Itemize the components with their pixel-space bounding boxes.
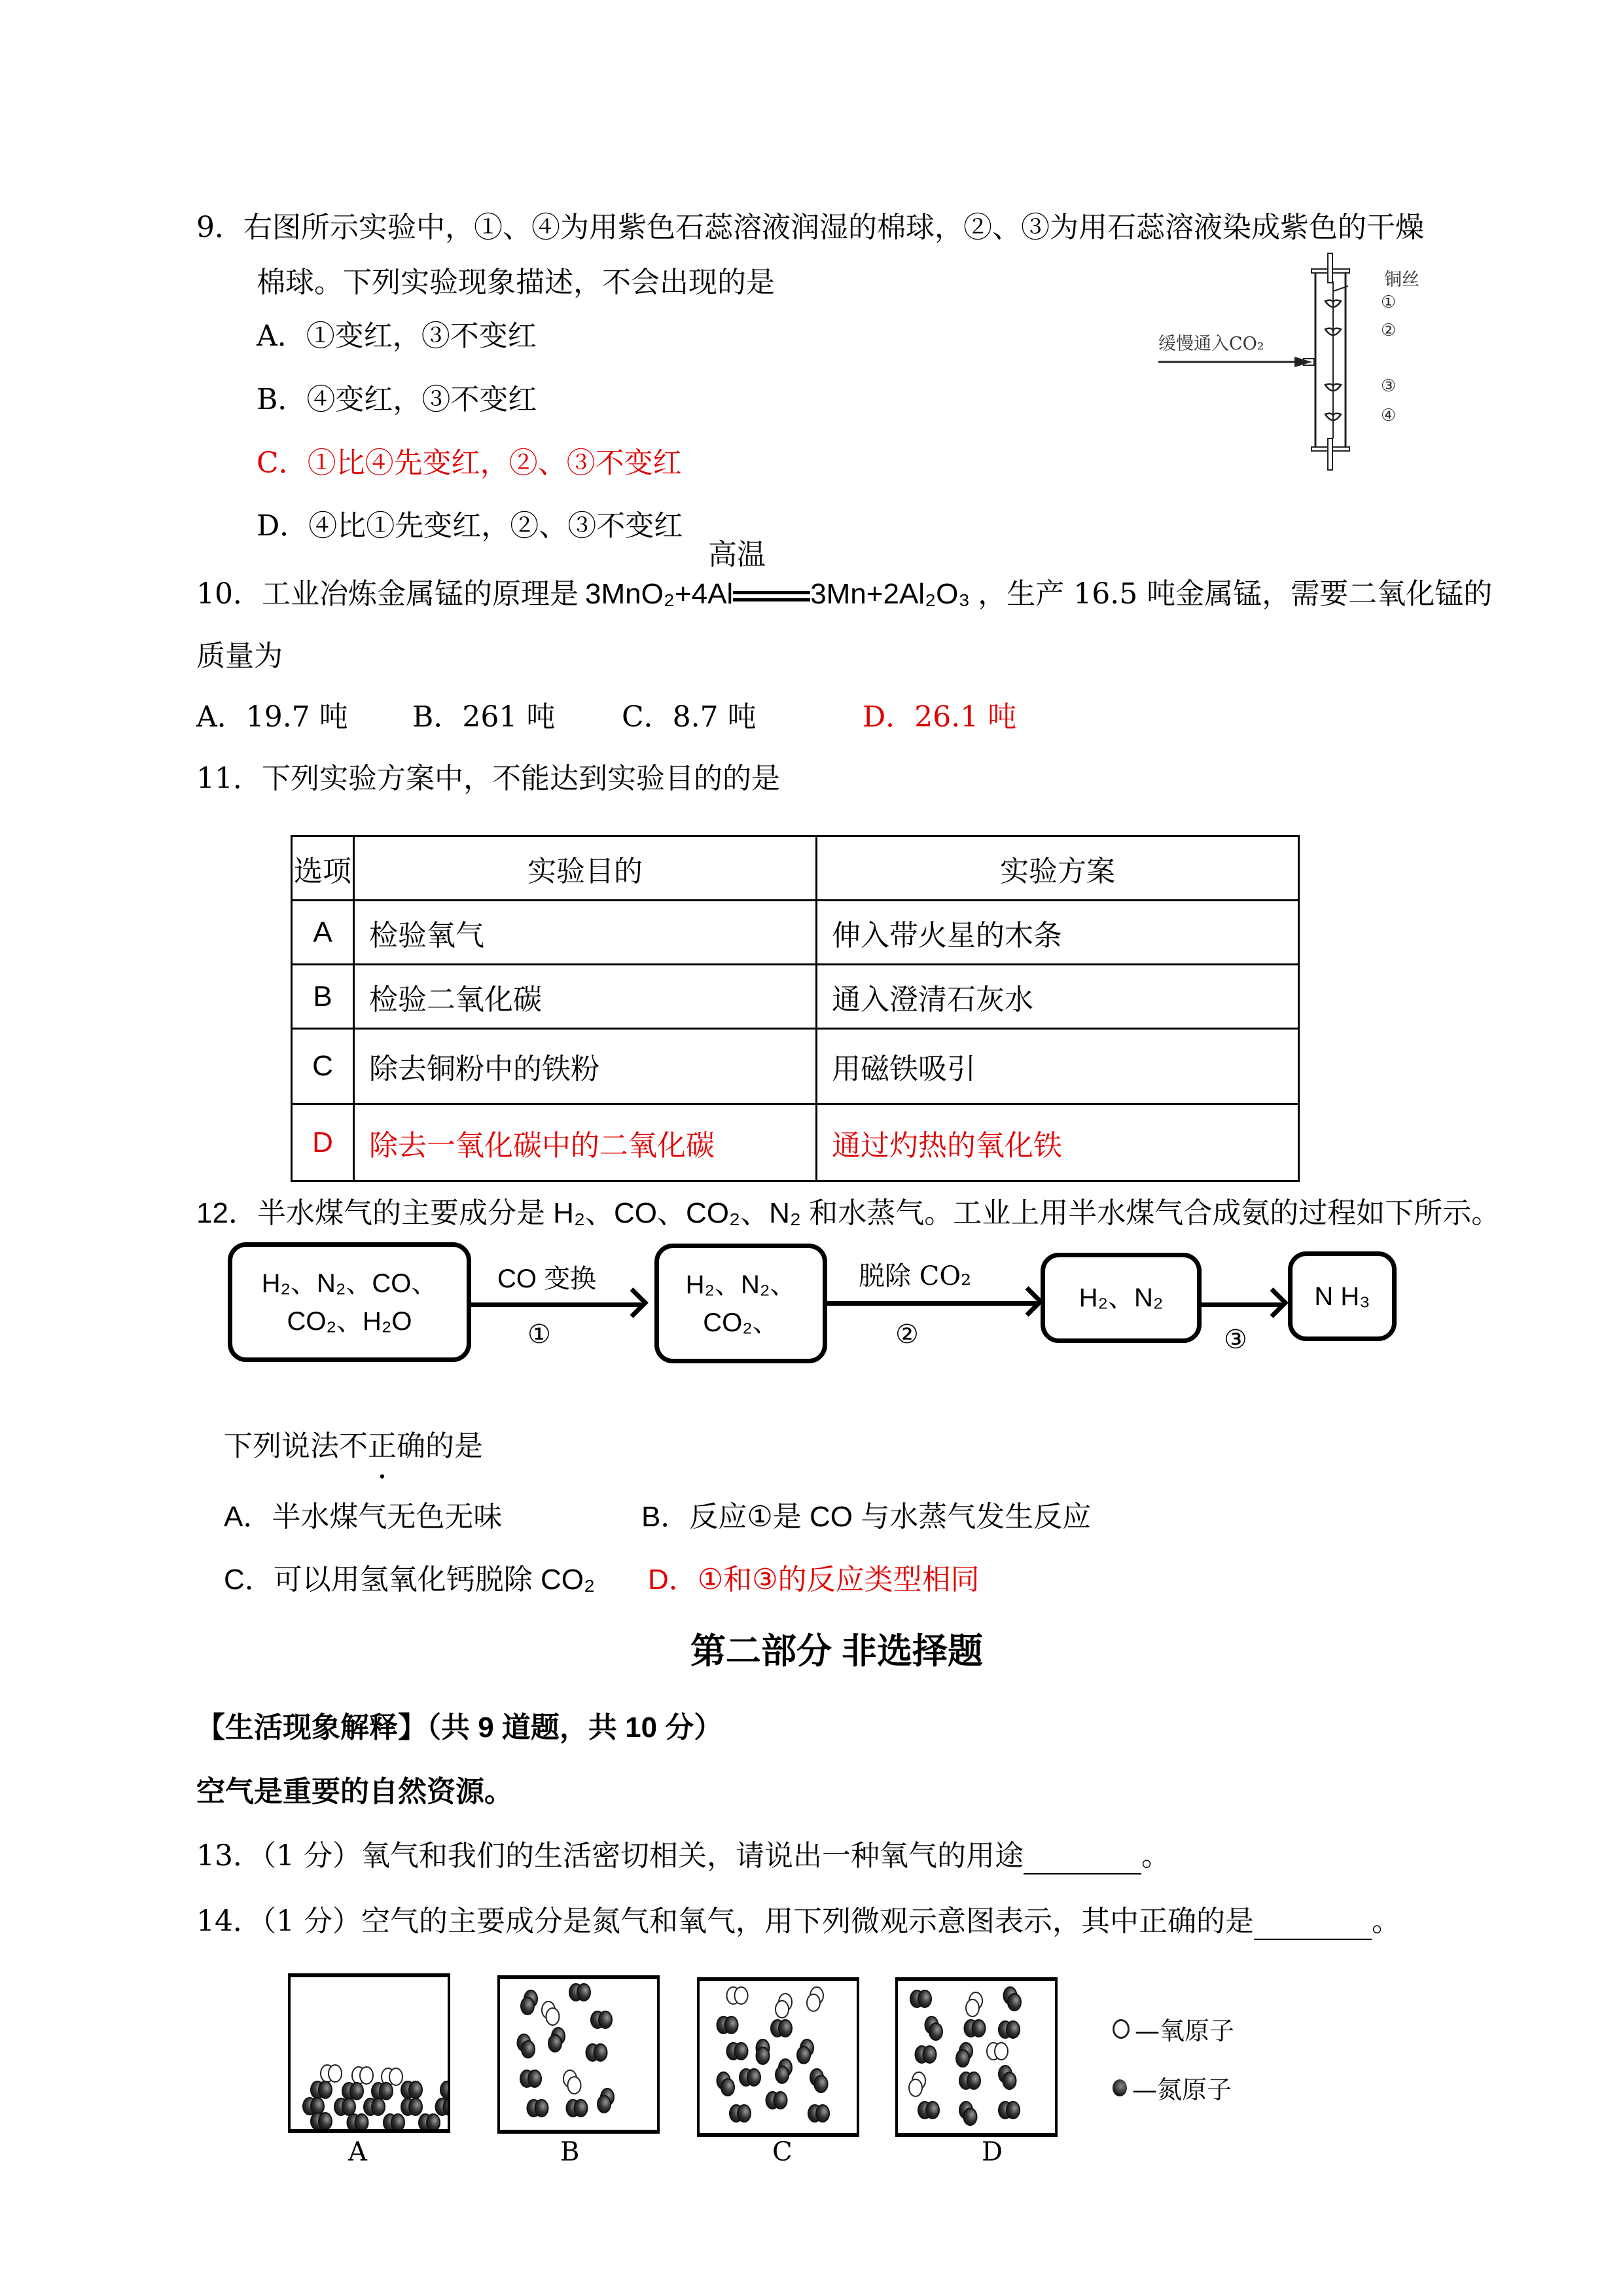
step3-number: ③ [1224, 1325, 1247, 1355]
nitrogen-molecule [440, 2081, 448, 2098]
section-intro: 空气是重要的自然资源。 [196, 1776, 513, 1808]
nitrogen-atom [963, 2108, 976, 2125]
nitrogen-molecule [586, 2044, 607, 2061]
nitrogen-atom [427, 2114, 440, 2129]
nitrogen-molecule [348, 2114, 368, 2129]
q12-option-d-answer[interactable]: D．①和③的反应类型相同 [648, 1564, 980, 1596]
nitrogen-molecule [797, 2039, 813, 2064]
q13: 13．（1 分）氧气和我们的生活密切相关，请说出一种氧气的用途 。 [196, 1838, 1170, 1874]
oxygen-molecule [909, 2072, 925, 2096]
equation-condition: 高温 [708, 538, 766, 571]
panel-d-molecules [898, 1981, 1055, 2133]
header-plan: 实验方案 [817, 836, 1299, 901]
oxygen-molecule [807, 1987, 823, 2011]
nitrogen-atom [342, 2098, 355, 2115]
nitrogen-atom [599, 2011, 612, 2028]
q9-number: 9． [196, 211, 243, 244]
table-header-row [292, 836, 1299, 901]
nitrogen-atom [548, 2035, 562, 2052]
oxygen-molecule [776, 1994, 792, 2018]
nitrogen-molecule [999, 2021, 1020, 2038]
nitrogen-molecule [959, 2072, 980, 2089]
q10-option-b[interactable]: B．261 吨 [412, 700, 556, 734]
nitrogen-molecule [401, 2081, 422, 2098]
nitrogen-molecule [591, 2011, 612, 2028]
table-row-answer[interactable]: D 除去一氧化碳中的二氧化碳 通过灼热的氧化铁 [292, 1104, 1299, 1181]
nitrogen-atom [816, 2105, 829, 2122]
nitrogen-molecule [569, 1984, 590, 2001]
nitrogen-molecule [916, 2046, 936, 2063]
oxygen-atom [776, 2001, 789, 2018]
nitrogen-molecule [419, 2114, 440, 2129]
q10-option-a[interactable]: A．19.7 吨 [196, 700, 348, 734]
q12-option-c[interactable]: C．可以用氢氧化钙脱除 CO₂ [224, 1564, 596, 1596]
panel-b-molecules [500, 1979, 657, 2130]
nitrogen-molecule [956, 2043, 972, 2067]
panel-label-c: C [772, 2137, 793, 2167]
q10-stem-line1: 10．工业冶炼金属锰的原理是 3MnO₂+4Al 3Mn+2Al₂O₃ ，生产 16.5 吨金属锰，需要二氧化锰的 [196, 577, 1493, 611]
nitrogen-atom [776, 2066, 789, 2083]
step2-number: ② [895, 1319, 919, 1350]
nitrogen-molecule [364, 2098, 385, 2115]
q12-option-a[interactable]: A．半水煤气无色无味 [224, 1501, 503, 1533]
q10-option-d-answer[interactable]: D．26.1 吨 [863, 700, 1017, 734]
step1-label: CO 变换 [497, 1265, 597, 1293]
panel-a[interactable] [288, 1973, 450, 2133]
oxygen-atom [567, 2077, 580, 2094]
flow-box-1: H₂、N₂、CO、 CO₂、H₂O [228, 1242, 471, 1362]
panel-a-molecules [291, 1977, 448, 2129]
nitrogen-atom [577, 1984, 590, 2001]
nitrogen-molecule [730, 2105, 751, 2122]
nitrogen-molecule [401, 2098, 422, 2115]
nitrogen-molecule [766, 2092, 787, 2109]
nitrogen-atom [725, 2017, 738, 2034]
nitrogen-molecule [548, 2028, 565, 2052]
oxygen-molecule [563, 2070, 580, 2094]
nitrogen-molecule [597, 2089, 614, 2113]
bottom-rod [1328, 439, 1332, 470]
oxygen-atom [807, 1994, 820, 2011]
nitrogen-atom [1008, 1994, 1021, 2011]
oxygen-molecule [987, 2043, 1008, 2060]
nitrogen-atom [972, 2020, 986, 2037]
nitrogen-molecule [740, 2069, 760, 2086]
panel-label-b: B [560, 2137, 580, 2167]
nitrogen-molecule [757, 2039, 770, 2064]
tube [1315, 272, 1346, 448]
nitrogen-atom [319, 2113, 332, 2129]
oxygen-molecule [542, 2001, 559, 2025]
nitrogen-atom [350, 2083, 363, 2100]
nitrogen-molecule [303, 2098, 324, 2115]
nitrogen-molecule [311, 2081, 332, 2098]
nitrogen-atom [929, 2023, 942, 2040]
equation-right: 3Mn+2Al₂O₃ [810, 578, 971, 610]
nitrogen-molecule [999, 2102, 1020, 2119]
nitrogen-atom [747, 2069, 760, 2086]
oxygen-atom [329, 2065, 342, 2082]
oxygen-atom-icon [1113, 2019, 1130, 2039]
nitrogen-atom [774, 2092, 787, 2109]
nitrogen-atom [918, 1990, 931, 2007]
q13-answer-blank[interactable] [1024, 1847, 1141, 1874]
nitrogen-atom [319, 2081, 332, 2098]
nitrogen-atom [528, 2070, 541, 2087]
header-option: 选项 [292, 836, 354, 901]
legend-nitrogen: —氮原子 [1113, 2070, 1232, 2106]
nitrogen-atom [797, 2047, 810, 2064]
oxygen-atom [909, 2079, 922, 2096]
oxygen-atom [389, 2068, 402, 2085]
nitrogen-molecule [925, 2017, 942, 2040]
q12-sub-stem: 下列说法不正确的是 [224, 1429, 483, 1463]
nitrogen-atom [923, 2046, 936, 2063]
nitrogen-molecule [810, 2069, 827, 2092]
panel-label-d: D [982, 2137, 1003, 2167]
nitrogen-molecule [520, 2070, 541, 2087]
nitrogen-atom [956, 2050, 969, 2067]
top-rod [1328, 253, 1332, 283]
oxygen-molecule [321, 2065, 342, 2082]
ball-label-4: ④ [1381, 406, 1397, 425]
q12-option-b[interactable]: B．反应①是 CO 与水蒸气发生反应 [641, 1501, 1092, 1533]
nitrogen-atom [757, 2047, 770, 2064]
nitrogen-molecule [1004, 1987, 1021, 2011]
ball-label-2: ② [1381, 321, 1397, 340]
nitrogen-molecule [776, 2059, 792, 2083]
nitrogen-atom [735, 2043, 748, 2060]
nitrogen-atom [814, 2075, 827, 2092]
oxygen-atom [735, 1987, 748, 2004]
wire-label: 铜丝 [1384, 270, 1419, 290]
nitrogen-molecule [910, 1990, 931, 2007]
step1-arrow [471, 1302, 641, 1307]
q9-stem-line1: 9．右图所示实验中，①、④为用紫色石蕊溶液润湿的棉球，②、③为用石蕊溶液染成紫色的干燥 [196, 211, 1424, 244]
flow-box-4: N H₃ [1288, 1251, 1397, 1341]
q12-stem: 12．半水煤气的主要成分是 H₂、CO、CO₂、N₂ 和水蒸气。工业上用半水煤气合成氨的过程如下所示。 [196, 1197, 1501, 1229]
emphasis-dotted: 不正确 [339, 1429, 425, 1463]
nitrogen-atom-icon [1113, 2079, 1127, 2096]
nitrogen-molecule [717, 2017, 738, 2034]
nitrogen-molecule [808, 2105, 829, 2122]
panel-c-molecules [700, 1981, 857, 2133]
oxygen-molecule [966, 1992, 982, 2017]
nitrogen-molecule [518, 2034, 535, 2058]
nitrogen-atom [391, 2114, 404, 2129]
nitrogen-atom [535, 2100, 548, 2117]
nitrogen-molecule [372, 2083, 393, 2100]
nitrogen-atom [575, 2100, 588, 2117]
oxygen-molecule [727, 1987, 748, 2004]
oxygen-molecule [352, 2067, 373, 2084]
step3-arrow [1202, 1302, 1281, 1307]
step2-arrow [827, 1301, 1037, 1306]
nitrogen-molecule [521, 1990, 537, 2015]
q10-option-c[interactable]: C．8.7 吨 [622, 700, 757, 734]
q9-option-b[interactable]: B．④变红，③不变红 [257, 383, 537, 416]
oxygen-atom [966, 2000, 979, 2017]
nitrogen-molecule [959, 2102, 976, 2125]
oxygen-atom [546, 2008, 559, 2025]
nitrogen-molecule [771, 2020, 792, 2037]
panel-d[interactable] [895, 1977, 1058, 2137]
nitrogen-atom [967, 2072, 980, 2089]
nitrogen-atom [521, 1998, 534, 2015]
nitrogen-molecule [436, 2098, 448, 2115]
q9-stem-line2: 棉球。下列实验现象描述，不会出现的是 [257, 266, 775, 299]
q11-table [291, 835, 1300, 1182]
flow-box-3: H₂、N₂ [1041, 1253, 1202, 1343]
table-row[interactable]: A 检验氧气 伸入带火星的木条 [292, 901, 1299, 965]
part2-title: 第二部分 非选择题 [690, 1632, 984, 1671]
nitrogen-molecule [965, 2020, 986, 2037]
oxygen-atom [995, 2043, 1008, 2060]
nitrogen-atom [594, 2044, 607, 2061]
nitrogen-molecule [717, 2072, 734, 2096]
nitrogen-atom [440, 2081, 448, 2098]
oxygen-atom [360, 2067, 373, 2084]
section-heading: 【生活现象解释】（共 9 道题，共 10 分） [196, 1712, 723, 1744]
nitrogen-atom [1007, 2021, 1020, 2038]
inlet-label: 缓慢通入CO₂ [1158, 334, 1264, 354]
nitrogen-atom [409, 2081, 422, 2098]
q9-option-d[interactable]: D．④比①先变红，②、③不变红 [257, 509, 683, 543]
step2-label: 脱除 CO₂ [859, 1261, 972, 1291]
table-row[interactable]: C 除去铜粉中的铁粉 用磁铁吸引 [292, 1029, 1299, 1104]
panel-c[interactable] [697, 1977, 859, 2137]
nitrogen-atom [1003, 2072, 1016, 2089]
nitrogen-atom [380, 2083, 393, 2100]
equation-equals-sign [733, 591, 810, 601]
nitrogen-molecule [727, 2043, 748, 2060]
nitrogen-molecule [342, 2083, 363, 2100]
nitrogen-molecule [334, 2098, 355, 2115]
ball-label-1: ① [1381, 293, 1397, 312]
table-row[interactable]: B 检验二氧化碳 通入澄清石灰水 [292, 965, 1299, 1029]
header-purpose: 实验目的 [354, 836, 817, 901]
panel-b[interactable] [497, 1975, 660, 2134]
nitrogen-atom [721, 2079, 734, 2096]
q10-stem-line2: 质量为 [196, 639, 283, 673]
nitrogen-atom [779, 2020, 792, 2037]
q14-answer-blank[interactable] [1254, 1912, 1372, 1940]
q9-option-c-answer[interactable]: C．①比④先变红，②、③不变红 [257, 446, 682, 480]
q11-stem: 11．下列实验方案中，不能达到实验目的的是 [196, 762, 780, 795]
nitrogen-molecule [918, 2102, 939, 2119]
nitrogen-molecule [999, 2066, 1016, 2089]
nitrogen-molecule [567, 2100, 588, 2117]
flow-box-2: H₂、N₂、 CO₂、 [654, 1244, 827, 1363]
q14: 14．（1 分）空气的主要成分是氮气和氧气，用下列微观示意图表示，其中正确的是 。 [196, 1903, 1400, 1940]
legend-oxygen: —氧原子 [1113, 2011, 1234, 2047]
q9-apparatus-figure [1152, 252, 1453, 475]
nitrogen-atom [1007, 2102, 1020, 2119]
step1-number: ① [527, 1319, 551, 1350]
nitrogen-atom [738, 2105, 751, 2122]
nitrogen-molecule [383, 2114, 404, 2129]
ball-label-3: ③ [1381, 376, 1397, 396]
nitrogen-atom [926, 2102, 939, 2119]
nitrogen-molecule [311, 2113, 332, 2129]
nitrogen-atom [355, 2114, 368, 2129]
nitrogen-atom [409, 2098, 422, 2115]
panel-label-a: A [348, 2137, 367, 2167]
nitrogen-atom [597, 2096, 611, 2113]
nitrogen-atom [372, 2098, 385, 2115]
q9-option-a[interactable]: A．①变红，③不变红 [257, 319, 537, 353]
nitrogen-atom [522, 2041, 535, 2058]
equation-left: 3MnO₂+4Al [585, 578, 734, 610]
nitrogen-molecule [527, 2100, 548, 2117]
